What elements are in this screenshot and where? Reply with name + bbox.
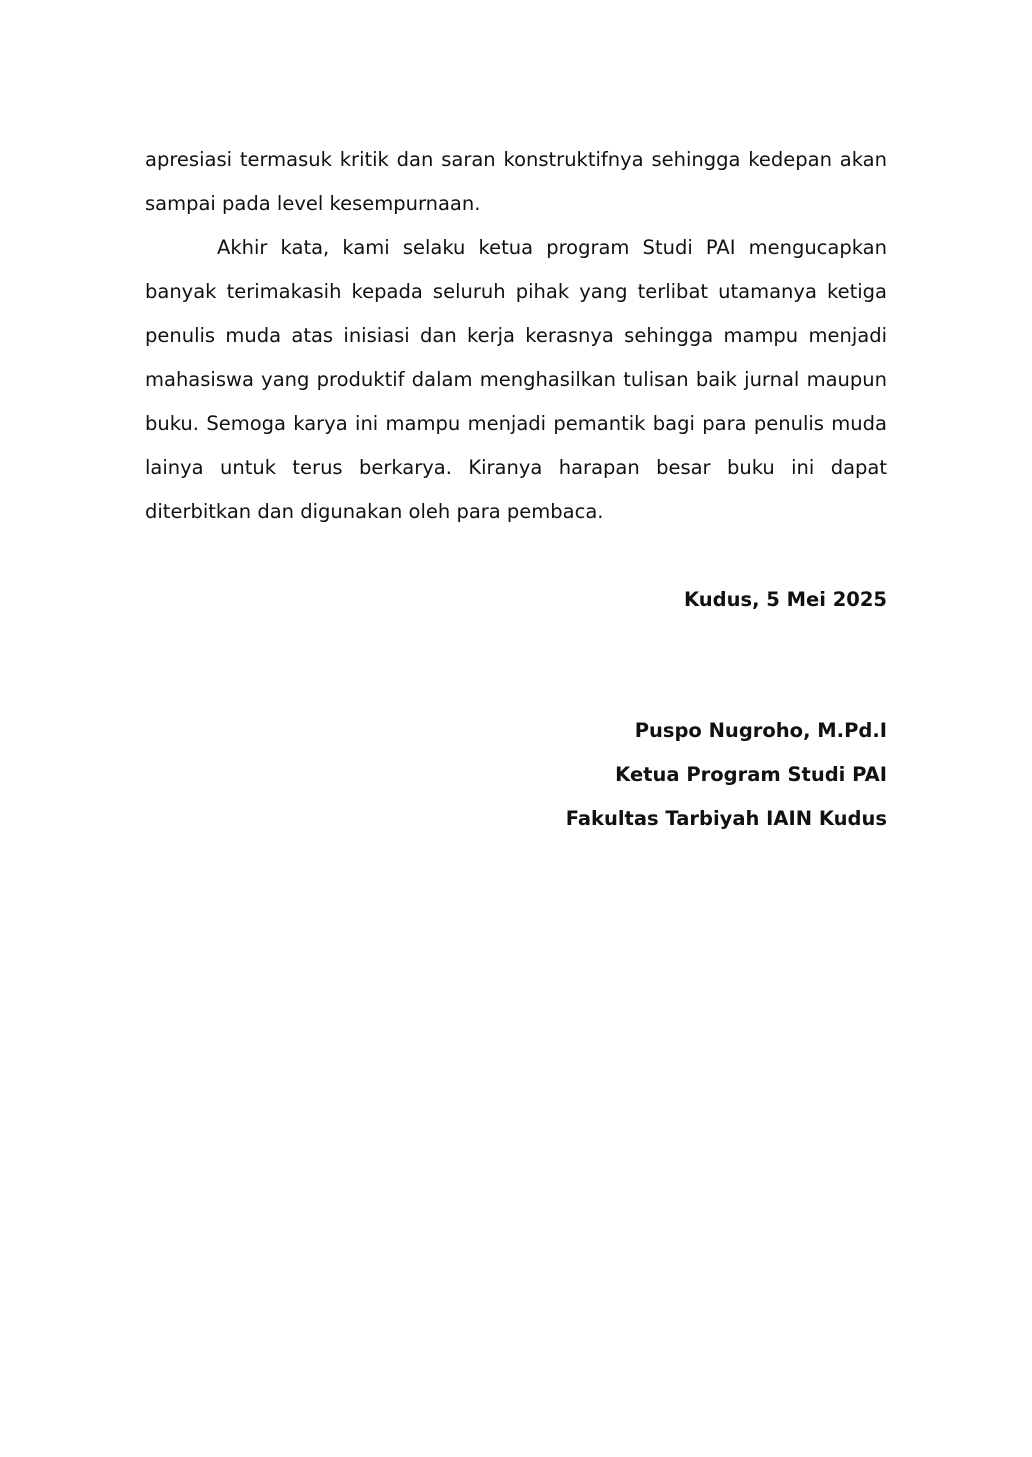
paragraph-closing: Akhir kata, kami selaku ketua program Studi PAI mengucapkan banyak terimakasih kepada seluruh pihak yang terlibat utamanya ketiga penulis muda atas inisiasi dan kerja kerasnya sehingga mampu menjadi mahasiswa yang produktif dalam menghasilkan tulisan baik jurnal maupun buku. Semoga karya ini mampu menjadi pemantik bagi para penulis muda lainya untuk terus berkarya. Kiranya harapan besar buku ini dapat diterbitkan dan digunakan oleh para pembaca. [145,236,887,523]
signatory-institution: Fakultas Tarbiyah IAIN Kudus [565,807,887,830]
body-text [145,138,887,534]
paragraph-continuation: apresiasi termasuk kritik dan saran konstruktifnya sehingga kedepan akan sampai pada level kesempurnaan. [145,148,887,215]
signature-block [566,709,887,841]
signatory-name: Puspo Nugroho, M.Pd.I [634,719,887,742]
place-date: Kudus, 5 Mei 2025 [683,588,887,611]
signatory-position: Ketua Program Studi PAI [615,763,887,786]
